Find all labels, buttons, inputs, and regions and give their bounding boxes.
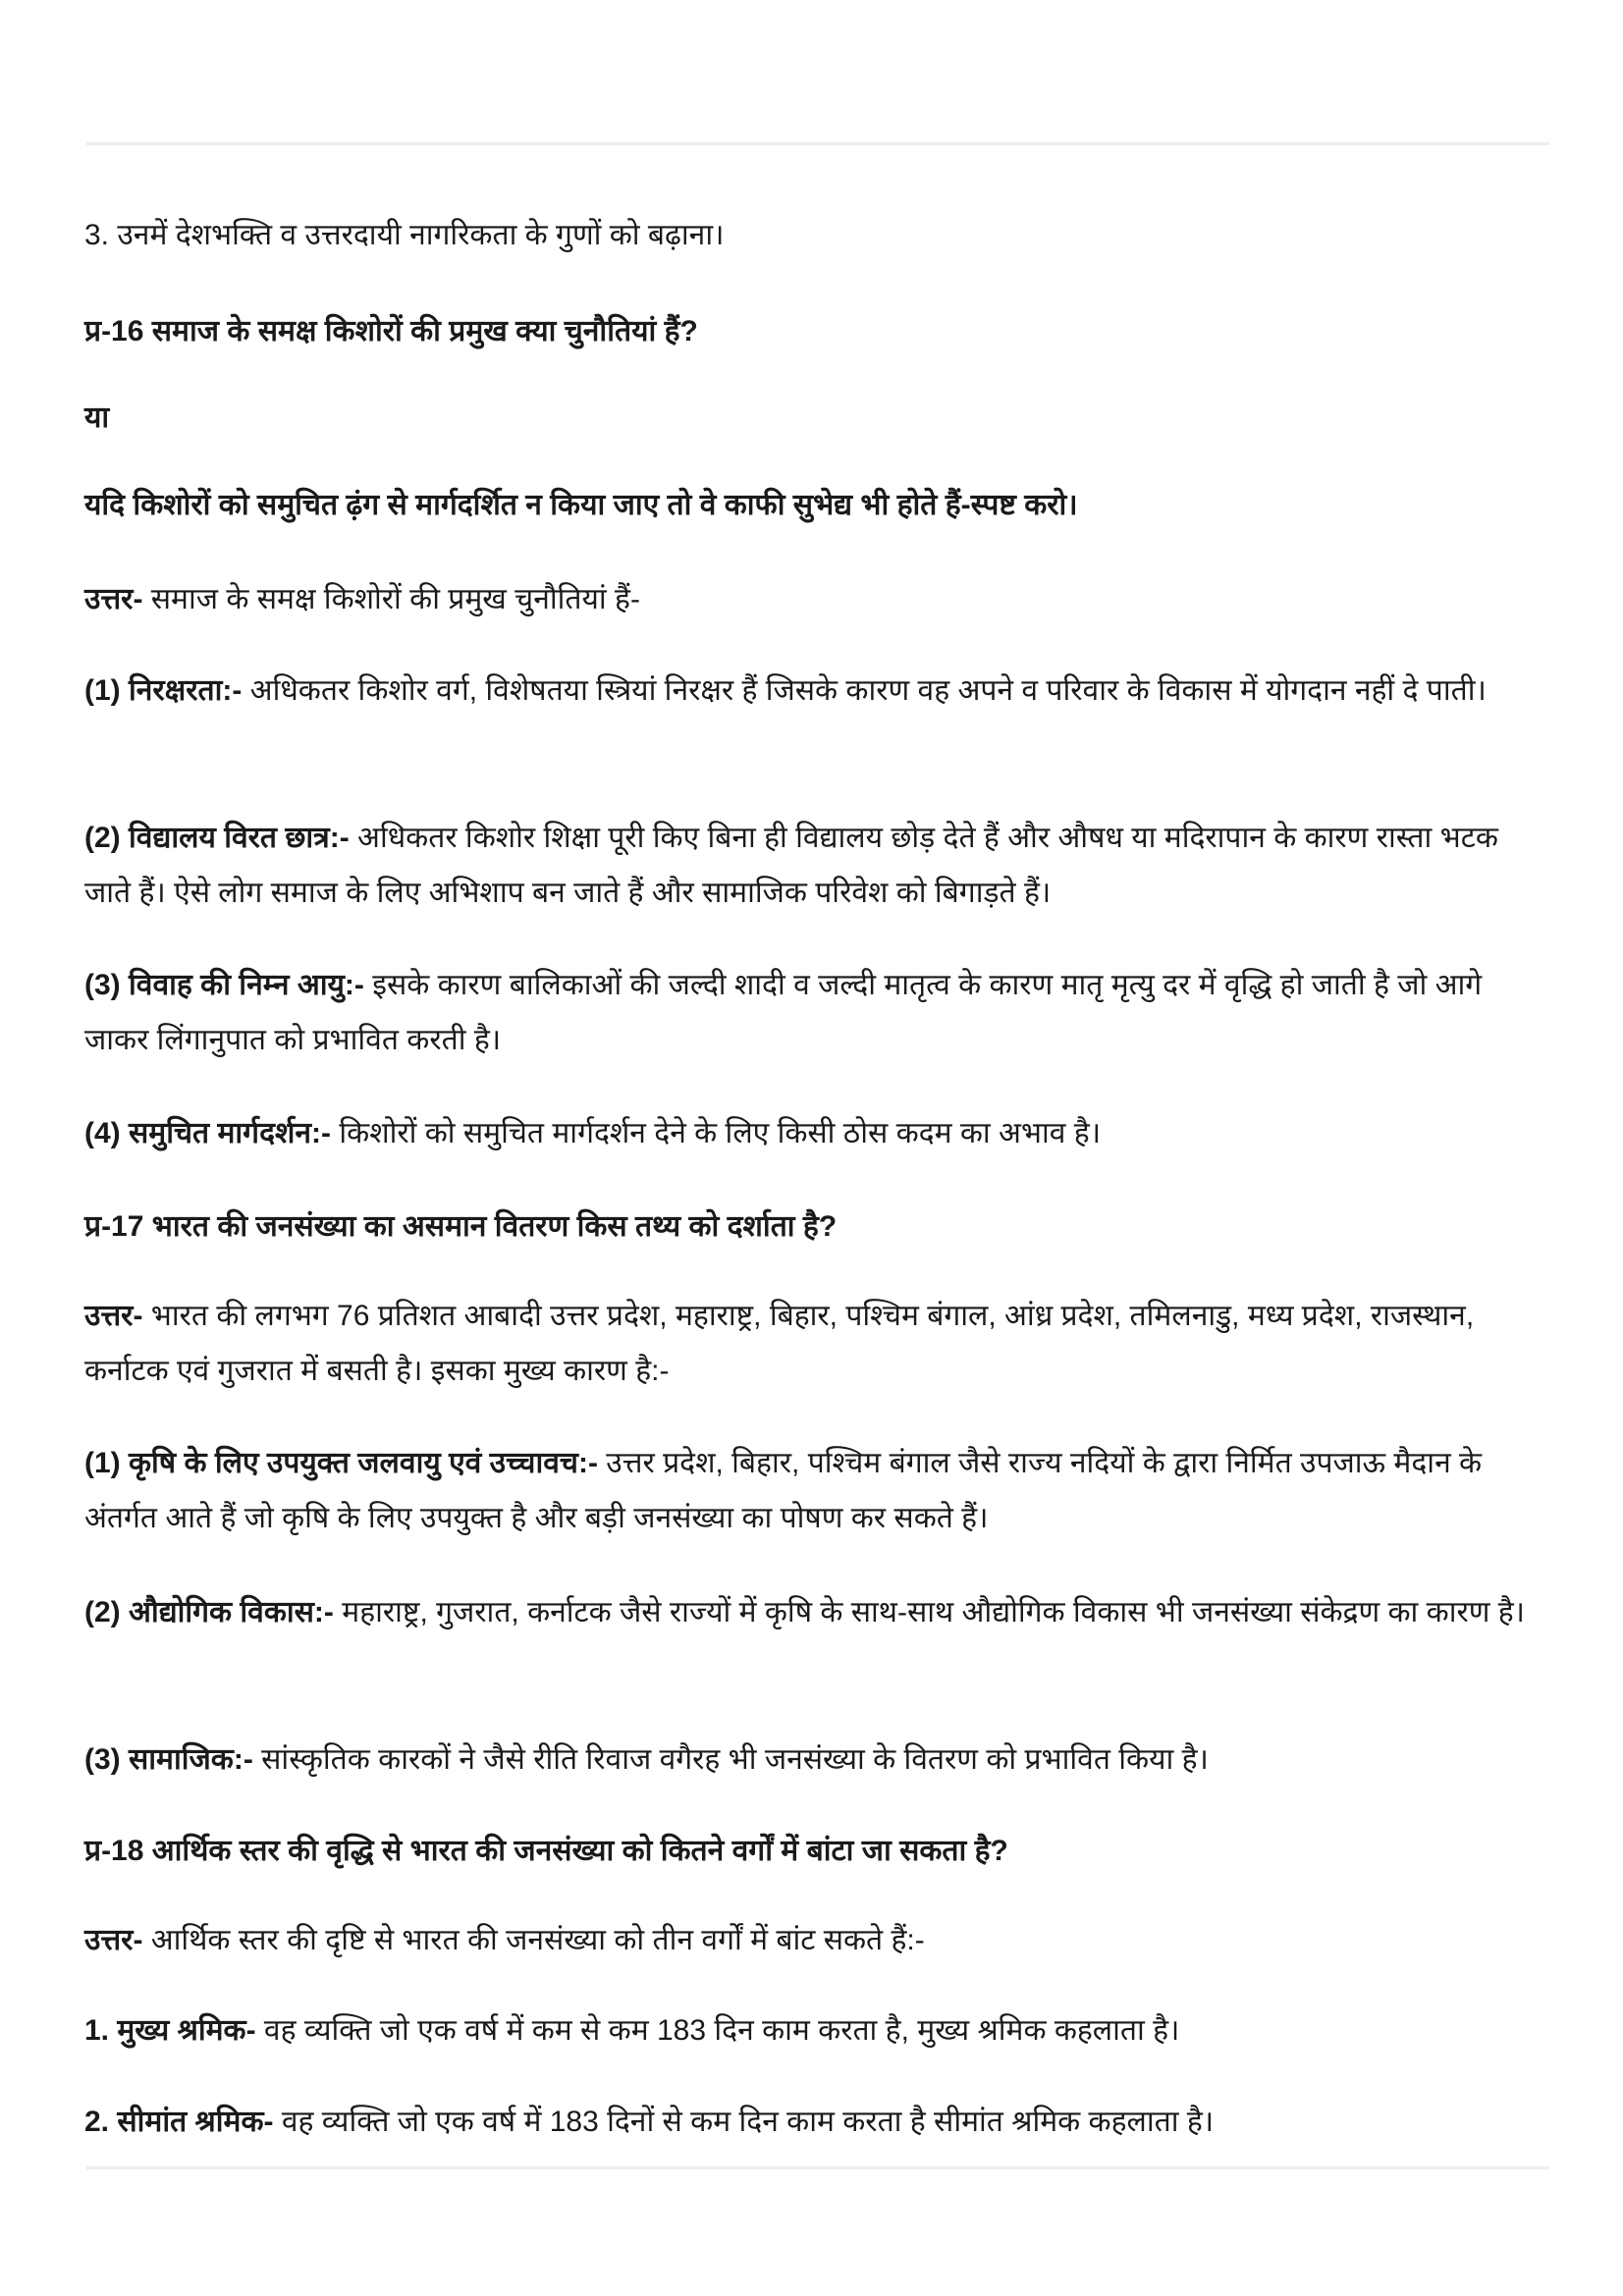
paragraph <box>84 208 1547 263</box>
top-divider <box>86 142 1549 145</box>
paragraph-text: आर्थिक स्तर की दृष्टि से भारत की जनसंख्या को तीन वर्गों में बांट सकते हैं:- <box>142 1924 925 1956</box>
paragraph-text: वह व्यक्ति जो एक वर्ष में 183 दिनों से कम दिन काम करता है सीमांत श्रमिक कहलाता है। <box>273 2106 1215 2138</box>
paragraph-heading: या <box>84 401 110 434</box>
paragraph-heading: 2. सीमांत श्रमिक- <box>84 2106 274 2138</box>
paragraph-heading: (1) कृषि के लिए उपयुक्त जलवायु एवं उच्चावच:- <box>84 1447 598 1479</box>
paragraph <box>84 1585 1547 1640</box>
paragraph-text: वह व्यक्ति जो एक वर्ष में कम से कम 183 दिन काम करता है, मुख्य श्रमिक कहलाता है। <box>255 2014 1180 2047</box>
paragraph-heading: (3) विवाह की निम्न आयु:- <box>84 969 364 1001</box>
paragraph-text: सांस्कृतिक कारकों ने जैसे रीति रिवाज वगैरह भी जनसंख्या के वितरण को प्रभावित किया है। <box>252 1743 1209 1776</box>
paragraph <box>84 391 1547 446</box>
paragraph <box>84 958 1547 1068</box>
paragraph-heading: (1) निरक्षरता:- <box>84 674 243 707</box>
paragraph-heading: 1. मुख्य श्रमिक- <box>84 2014 256 2047</box>
paragraph-heading: उत्तर- <box>84 1924 143 1956</box>
paragraph <box>84 1824 1547 1879</box>
paragraph-heading: (2) विद्यालय विरत छात्र:- <box>84 822 350 854</box>
paragraph-text: महाराष्ट्र, गुजरात, कर्नाटक जैसे राज्यों में कृषि के साथ-साथ औद्योगिक विकास भी जनसंख्या संकेद्रण का कारण है। <box>333 1596 1526 1629</box>
paragraph-heading: (3) सामाजिक:- <box>84 1743 253 1776</box>
paragraph-heading: उत्तर- <box>84 583 143 615</box>
paragraph <box>84 304 1547 359</box>
paragraph <box>84 1436 1547 1546</box>
paragraph-text: 3. उनमें देशभक्ति व उत्तरदायी नागरिकता के गुणों को बढ़ाना। <box>84 219 725 251</box>
paragraph <box>84 811 1547 921</box>
paragraph <box>84 478 1547 533</box>
paragraph <box>84 572 1547 627</box>
paragraph-text: समाज के समक्ष किशोरों की प्रमुख चुनौतियां हैं- <box>142 583 640 615</box>
paragraph <box>84 1913 1547 1968</box>
paragraph-heading: प्र-17 भारत की जनसंख्या का असमान वितरण किस तथ्य को दर्शाता है? <box>84 1210 838 1243</box>
paragraph-text: किशोरों को समुचित मार्गदर्शन देने के लिए किसी ठोस कदम का अभाव है। <box>331 1117 1102 1149</box>
paragraph-text: अधिकतर किशोर शिक्षा पूरी किए बिना ही विद्यालय छोड़ देते हैं और औषध या मदिरापान के कारण रास्ता भटक जाते हैं। ऐसे लोग समाज के लिए अभिशाप बन जाते हैं और सामाजिक परिवेश को बिगाड़ते हैं। <box>84 822 1498 909</box>
paragraph-heading: (2) औद्योगिक विकास:- <box>84 1596 334 1629</box>
paragraph <box>84 664 1547 719</box>
paragraph-text: अधिकतर किशोर वर्ग, विशेषतया स्त्रियां निरक्षर हैं जिसके कारण वह अपने व परिवार के विकास में योगदान नहीं दे पाती। <box>242 674 1487 707</box>
paragraph-text: उत्तर प्रदेश, बिहार, पश्चिम बंगाल जैसे राज्य नदियों के द्वारा निर्मित उपजाऊ मैदान के अंतर्गत आते हैं जो कृषि के लिए उपयुक्त है और बड़ी जनसंख्या का पोषण कर सकते हैं। <box>84 1447 1483 1534</box>
paragraph-text: भारत की लगभग 76 प्रतिशत आबादी उत्तर प्रदेश, महाराष्ट्र, बिहार, पश्चिम बंगाल, आंध्र प्रदेश, तमिलनाडु, मध्य प्रदेश, राजस्थान, कर्नाटक एवं गुजरात में बसती है। इसका मुख्य कारण है:- <box>84 1300 1475 1387</box>
paragraph-heading: यदि किशोरों को समुचित ढ़ंग से मार्गदर्शित न किया जाए तो वे काफी सुभेद्य भी होते हैं-स्पष्ट करो। <box>84 489 1078 521</box>
paragraph <box>84 1733 1547 1788</box>
paragraph-heading: प्र-16 समाज के समक्ष किशोरों की प्रमुख क्या चुनौतियां हैं? <box>84 315 698 347</box>
paragraph-heading: उत्तर- <box>84 1300 143 1332</box>
paragraph <box>84 1106 1547 1161</box>
paragraph <box>84 2095 1547 2150</box>
paragraph <box>84 1200 1547 1255</box>
paragraph-heading: (4) समुचित मार्गदर्शन:- <box>84 1117 332 1149</box>
bottom-divider <box>86 2166 1549 2169</box>
paragraph-heading: प्र-18 आर्थिक स्तर की वृद्धि से भारत की जनसंख्या को कितने वर्गों में बांटा जा सकता है? <box>84 1835 1008 1867</box>
paragraph <box>84 2003 1547 2058</box>
paragraph <box>84 1289 1547 1399</box>
paragraph-text: इसके कारण बालिकाओं की जल्दी शादी व जल्दी मातृत्व के कारण मातृ मृत्यु दर में वृद्धि हो जाती है जो आगे जाकर लिंगानुपात को प्रभावित करती है। <box>84 969 1483 1056</box>
